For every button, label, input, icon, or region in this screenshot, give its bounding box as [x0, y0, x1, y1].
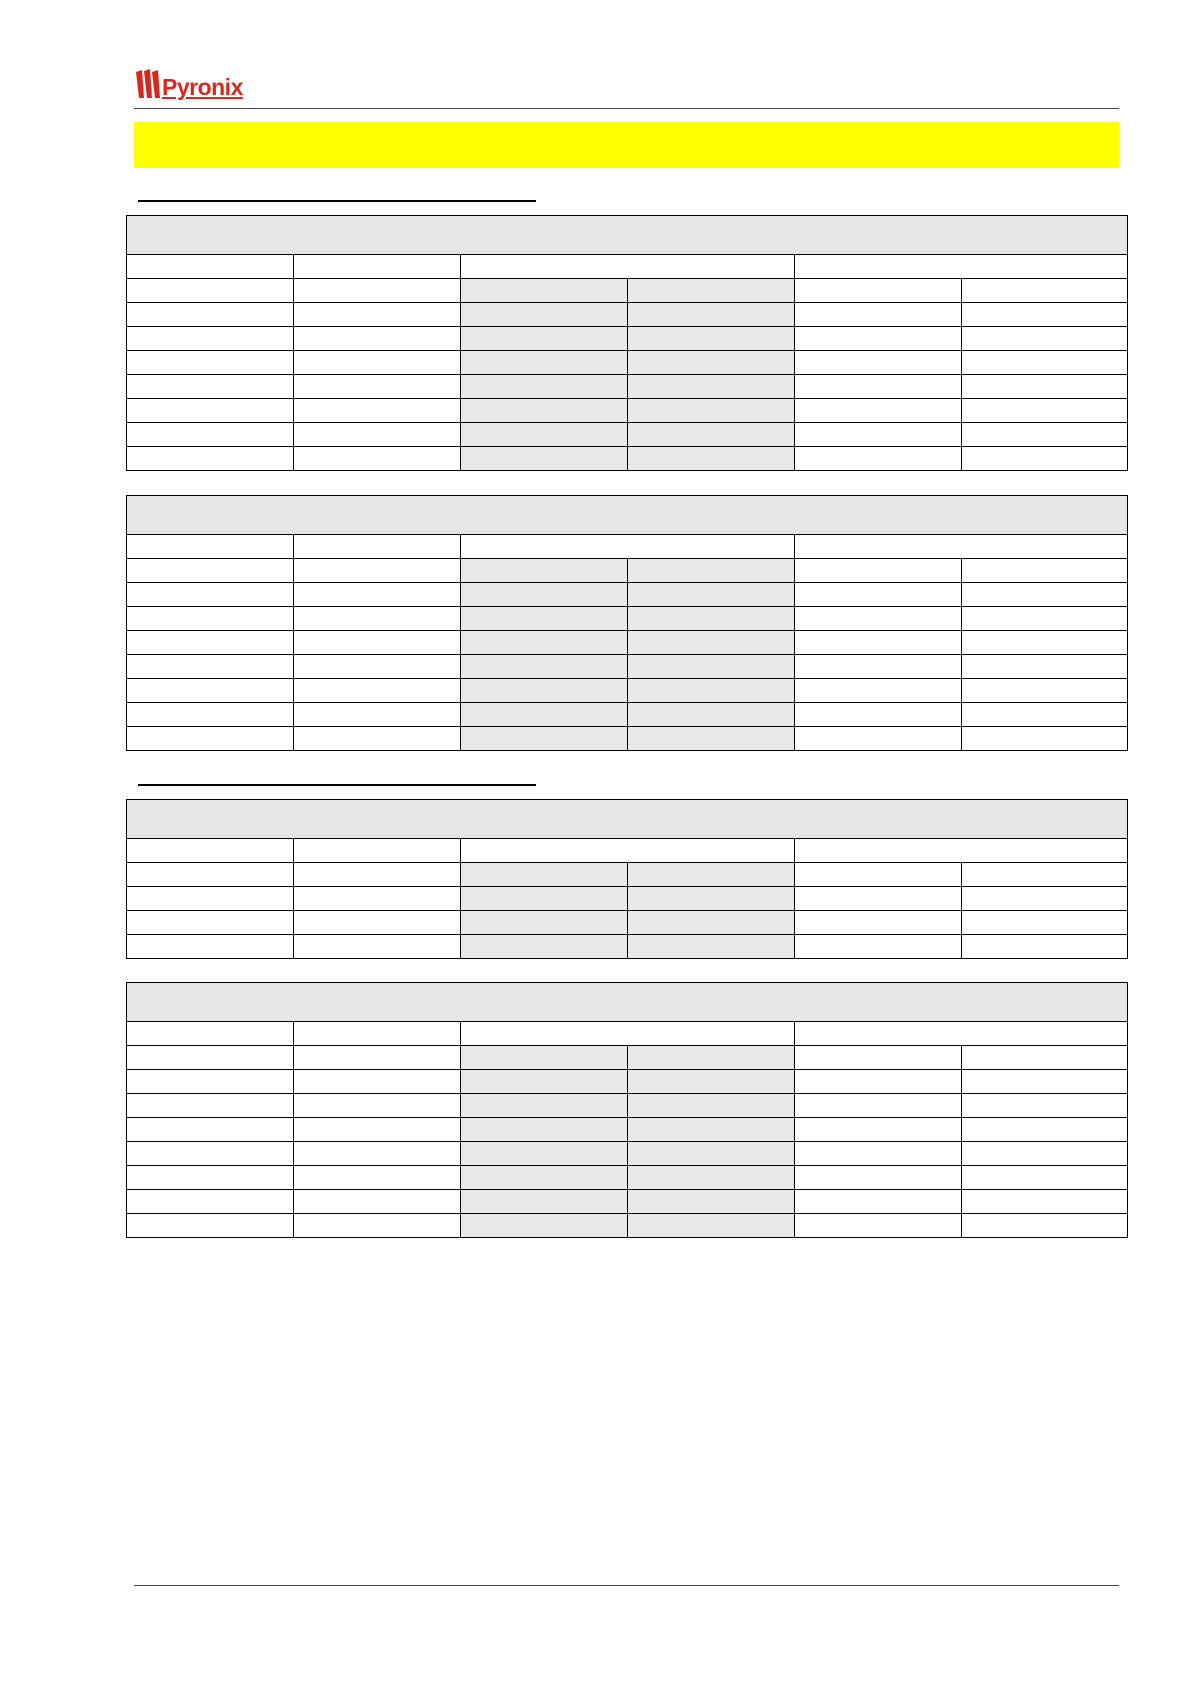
table-cell[interactable]	[962, 351, 1128, 375]
programming-table	[126, 215, 1128, 471]
table-cell[interactable]	[795, 1166, 962, 1190]
table-cell[interactable]	[294, 423, 461, 447]
shaded-cell	[461, 423, 628, 447]
table-cell[interactable]	[127, 607, 294, 631]
table-cell[interactable]	[294, 279, 461, 303]
shaded-cell	[461, 279, 628, 303]
table-cell[interactable]	[962, 375, 1128, 399]
table-cell[interactable]	[294, 327, 461, 351]
table-cell[interactable]	[795, 279, 962, 303]
table-header-row	[127, 535, 1128, 559]
table-cell[interactable]	[962, 303, 1128, 327]
table-row	[127, 375, 1128, 399]
table-cell[interactable]	[294, 655, 461, 679]
table-cell[interactable]	[294, 911, 461, 935]
table-cell[interactable]	[127, 399, 294, 423]
shaded-cell	[628, 1214, 795, 1238]
header-cell	[294, 255, 461, 279]
table-cell[interactable]	[962, 887, 1128, 911]
table-row	[127, 655, 1128, 679]
header-cell	[461, 255, 795, 279]
table-cell[interactable]	[127, 655, 294, 679]
table-cell[interactable]	[962, 1166, 1128, 1190]
table-cell[interactable]	[294, 607, 461, 631]
table-row	[127, 351, 1128, 375]
shaded-cell	[461, 1214, 628, 1238]
table-cell[interactable]	[294, 1190, 461, 1214]
table-row	[127, 679, 1128, 703]
shaded-cell	[461, 887, 628, 911]
table-cell[interactable]	[962, 1094, 1128, 1118]
table-cell[interactable]	[294, 935, 461, 959]
table-cell[interactable]	[294, 1166, 461, 1190]
table-cell[interactable]	[795, 631, 962, 655]
shaded-cell	[628, 399, 795, 423]
shaded-cell	[461, 351, 628, 375]
table-row	[127, 1214, 1128, 1238]
table-row	[127, 1070, 1128, 1094]
shaded-cell	[628, 447, 795, 471]
yellow-banner	[134, 122, 1119, 168]
table-cell[interactable]	[795, 1142, 962, 1166]
shaded-cell	[628, 911, 795, 935]
table-row	[127, 607, 1128, 631]
table-cell[interactable]	[127, 935, 294, 959]
table-cell[interactable]	[127, 1046, 294, 1070]
table-cell[interactable]	[962, 399, 1128, 423]
table-title-row	[127, 983, 1128, 1022]
table-cell[interactable]	[294, 399, 461, 423]
table-cell[interactable]	[962, 631, 1128, 655]
programming-table	[126, 982, 1128, 1238]
shaded-cell	[461, 1166, 628, 1190]
table-cell[interactable]	[962, 911, 1128, 935]
shaded-cell	[461, 935, 628, 959]
header-cell	[461, 839, 795, 863]
table-cell[interactable]	[127, 279, 294, 303]
header-divider	[134, 108, 1119, 109]
shaded-cell	[628, 631, 795, 655]
shaded-cell	[628, 423, 795, 447]
table-row	[127, 887, 1128, 911]
table-cell[interactable]	[127, 447, 294, 471]
shaded-cell	[461, 1142, 628, 1166]
shaded-cell	[461, 399, 628, 423]
shaded-cell	[628, 887, 795, 911]
shaded-cell	[628, 1118, 795, 1142]
table-cell[interactable]	[795, 911, 962, 935]
header-cell	[795, 535, 1128, 559]
shaded-cell	[461, 1094, 628, 1118]
table-title-row	[127, 496, 1128, 535]
header-cell	[795, 1022, 1128, 1046]
table-cell[interactable]	[294, 703, 461, 727]
table-row	[127, 423, 1128, 447]
table-cell[interactable]	[962, 1214, 1128, 1238]
table-cell[interactable]	[795, 327, 962, 351]
shaded-cell	[461, 727, 628, 751]
table-row	[127, 1166, 1128, 1190]
table-row	[127, 447, 1128, 471]
table-row	[127, 1046, 1128, 1070]
table-cell[interactable]	[795, 863, 962, 887]
table-cell[interactable]	[795, 655, 962, 679]
shaded-cell	[461, 1118, 628, 1142]
shaded-cell	[461, 327, 628, 351]
header-cell	[294, 1022, 461, 1046]
table-cell[interactable]	[795, 935, 962, 959]
shaded-cell	[461, 1190, 628, 1214]
table-header-row	[127, 255, 1128, 279]
table-cell[interactable]	[127, 1214, 294, 1238]
shaded-cell	[461, 607, 628, 631]
table-cell[interactable]	[962, 1046, 1128, 1070]
table-title-row	[127, 216, 1128, 255]
table-cell[interactable]	[795, 447, 962, 471]
table-cell[interactable]	[294, 559, 461, 583]
table-cell[interactable]	[795, 1070, 962, 1094]
table-row	[127, 631, 1128, 655]
table-cell[interactable]	[127, 679, 294, 703]
table-cell[interactable]	[795, 351, 962, 375]
table-cell[interactable]	[127, 303, 294, 327]
table-cell[interactable]	[962, 583, 1128, 607]
table-cell[interactable]	[294, 1094, 461, 1118]
table-row	[127, 1142, 1128, 1166]
table-cell[interactable]	[127, 727, 294, 751]
table-cell[interactable]	[962, 655, 1128, 679]
table-cell[interactable]	[127, 1118, 294, 1142]
table-cell[interactable]	[294, 1142, 461, 1166]
table-cell[interactable]	[795, 559, 962, 583]
table-cell[interactable]	[795, 303, 962, 327]
shaded-cell	[628, 703, 795, 727]
shaded-cell	[628, 327, 795, 351]
table-cell[interactable]	[795, 423, 962, 447]
table-cell[interactable]	[294, 863, 461, 887]
table-cell[interactable]	[962, 679, 1128, 703]
table-header-row	[127, 1022, 1128, 1046]
table-row	[127, 935, 1128, 959]
shaded-cell	[628, 375, 795, 399]
brand-name: Pyronix	[162, 74, 243, 100]
table-title-cell	[127, 216, 1128, 255]
header-cell	[795, 255, 1128, 279]
table-cell[interactable]	[294, 351, 461, 375]
shaded-cell	[461, 679, 628, 703]
shaded-cell	[461, 863, 628, 887]
table-cell[interactable]	[127, 423, 294, 447]
table-cell[interactable]	[962, 447, 1128, 471]
footer-divider	[134, 1585, 1119, 1586]
table-row	[127, 703, 1128, 727]
table-row	[127, 1094, 1128, 1118]
table-row	[127, 559, 1128, 583]
shaded-cell	[628, 1094, 795, 1118]
shaded-cell	[461, 1046, 628, 1070]
shaded-cell	[461, 1070, 628, 1094]
table-cell[interactable]	[294, 679, 461, 703]
table-cell[interactable]	[294, 375, 461, 399]
shaded-cell	[628, 935, 795, 959]
table-cell[interactable]	[127, 1094, 294, 1118]
table-cell[interactable]	[962, 703, 1128, 727]
table-cell[interactable]	[294, 887, 461, 911]
table-cell[interactable]	[294, 1118, 461, 1142]
table-cell[interactable]	[127, 1190, 294, 1214]
shaded-cell	[461, 375, 628, 399]
table-cell[interactable]	[962, 1070, 1128, 1094]
header-cell	[294, 839, 461, 863]
header-cell	[127, 535, 294, 559]
table-cell[interactable]	[294, 1070, 461, 1094]
table-title-row	[127, 800, 1128, 839]
section-heading-underline	[138, 200, 536, 202]
shaded-cell	[461, 631, 628, 655]
table-cell[interactable]	[962, 279, 1128, 303]
table-row	[127, 1190, 1128, 1214]
table-row	[127, 399, 1128, 423]
table-cell[interactable]	[962, 423, 1128, 447]
table-cell[interactable]	[127, 559, 294, 583]
table-cell[interactable]	[294, 303, 461, 327]
header-cell	[461, 1022, 795, 1046]
shaded-cell	[628, 1046, 795, 1070]
table-row	[127, 727, 1128, 751]
table-cell[interactable]	[795, 583, 962, 607]
table-cell[interactable]	[795, 1190, 962, 1214]
table-cell[interactable]	[962, 935, 1128, 959]
table-cell[interactable]	[294, 1046, 461, 1070]
table-cell[interactable]	[127, 1166, 294, 1190]
table-cell[interactable]	[294, 631, 461, 655]
shaded-cell	[461, 703, 628, 727]
table-cell[interactable]	[127, 863, 294, 887]
shaded-cell	[461, 303, 628, 327]
shaded-cell	[461, 583, 628, 607]
table-cell[interactable]	[127, 703, 294, 727]
table-cell[interactable]	[127, 1070, 294, 1094]
table-cell[interactable]	[127, 351, 294, 375]
shaded-cell	[628, 679, 795, 703]
table-cell[interactable]	[127, 583, 294, 607]
table-cell[interactable]	[962, 1118, 1128, 1142]
table-title-cell	[127, 496, 1128, 535]
header-cell	[127, 839, 294, 863]
shaded-cell	[628, 1142, 795, 1166]
shaded-cell	[628, 863, 795, 887]
table-cell[interactable]	[294, 727, 461, 751]
table-row	[127, 327, 1128, 351]
header-cell	[127, 255, 294, 279]
table-cell[interactable]	[795, 679, 962, 703]
table-cell[interactable]	[962, 607, 1128, 631]
table-row	[127, 303, 1128, 327]
table-cell[interactable]	[127, 327, 294, 351]
shaded-cell	[628, 559, 795, 583]
table-cell[interactable]	[795, 727, 962, 751]
shaded-cell	[628, 607, 795, 631]
table-cell[interactable]	[127, 1142, 294, 1166]
table-row	[127, 1118, 1128, 1142]
table-cell[interactable]	[962, 1142, 1128, 1166]
table-cell[interactable]	[962, 1190, 1128, 1214]
shaded-cell	[628, 1190, 795, 1214]
programming-table	[126, 495, 1128, 751]
table-cell[interactable]	[127, 631, 294, 655]
table-title-cell	[127, 800, 1128, 839]
table-cell[interactable]	[795, 607, 962, 631]
table-cell[interactable]	[127, 887, 294, 911]
shaded-cell	[628, 1070, 795, 1094]
shaded-cell	[628, 279, 795, 303]
shaded-cell	[628, 351, 795, 375]
shaded-cell	[461, 655, 628, 679]
table-row	[127, 911, 1128, 935]
table-cell[interactable]	[795, 399, 962, 423]
shaded-cell	[461, 447, 628, 471]
shaded-cell	[628, 303, 795, 327]
table-cell[interactable]	[962, 727, 1128, 751]
table-cell[interactable]	[795, 1094, 962, 1118]
header-cell	[461, 535, 795, 559]
table-cell[interactable]	[294, 1214, 461, 1238]
shaded-cell	[628, 727, 795, 751]
table-cell[interactable]	[962, 863, 1128, 887]
header-cell	[795, 839, 1128, 863]
table-cell[interactable]	[962, 327, 1128, 351]
table-cell[interactable]	[795, 887, 962, 911]
table-cell[interactable]	[795, 375, 962, 399]
table-cell[interactable]	[127, 911, 294, 935]
programming-table	[126, 799, 1128, 959]
table-cell[interactable]	[795, 1118, 962, 1142]
table-cell[interactable]	[294, 447, 461, 471]
section-heading-underline	[138, 784, 536, 786]
shaded-cell	[461, 559, 628, 583]
shaded-cell	[628, 655, 795, 679]
table-row	[127, 863, 1128, 887]
shaded-cell	[628, 1166, 795, 1190]
shaded-cell	[461, 911, 628, 935]
table-title-cell	[127, 983, 1128, 1022]
table-cell[interactable]	[127, 375, 294, 399]
table-cell[interactable]	[795, 703, 962, 727]
shaded-cell	[628, 583, 795, 607]
header-cell	[127, 1022, 294, 1046]
table-cell[interactable]	[962, 559, 1128, 583]
table-cell[interactable]	[294, 583, 461, 607]
table-header-row	[127, 839, 1128, 863]
table-cell[interactable]	[795, 1214, 962, 1238]
table-cell[interactable]	[795, 1046, 962, 1070]
table-row	[127, 583, 1128, 607]
table-row	[127, 279, 1128, 303]
header-cell	[294, 535, 461, 559]
